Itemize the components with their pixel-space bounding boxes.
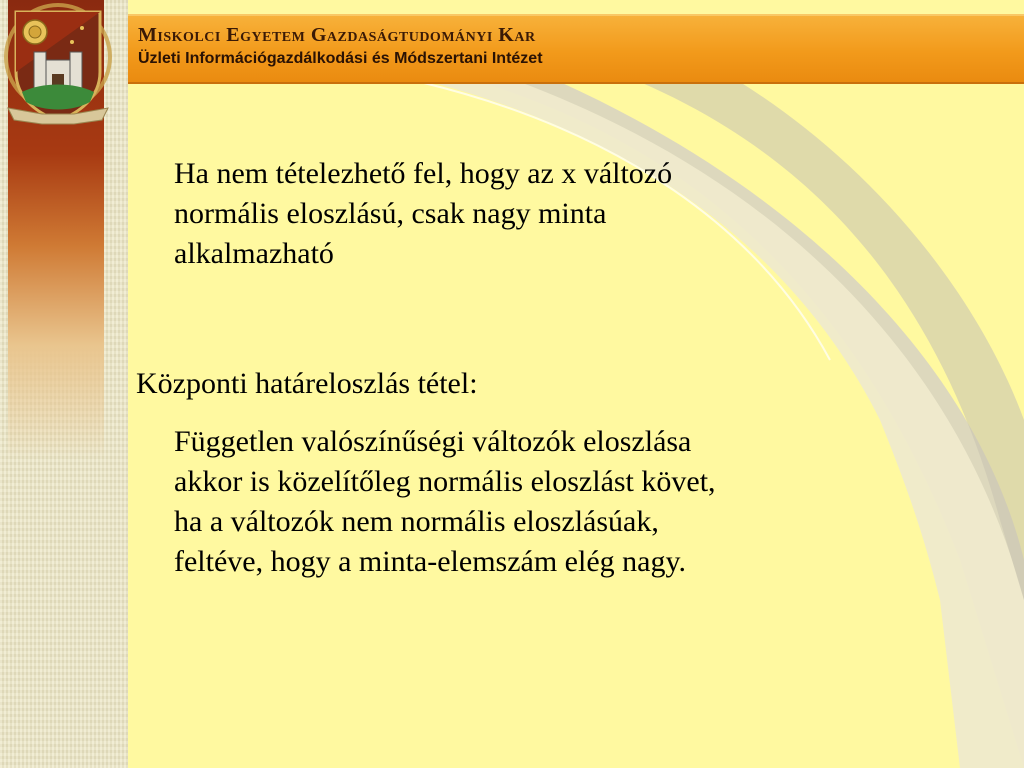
paragraph-1-line: alkalmazható [174,237,334,270]
paragraph-1 [174,154,874,274]
paragraph-2-line: ha a változók nem normális eloszlásúak, [174,505,659,538]
paragraph-2-line: Független valószínűségi változók eloszlása [174,425,692,458]
header-title: Miskolci Egyetem Gazdaságtudományi Kar [138,24,536,46]
header-subtitle: Üzleti Információgazdálkodási és Módszertani Intézet [138,50,543,67]
section-heading: Központi határeloszlás tétel: [136,367,478,400]
paragraph-1-line: Ha nem tételezhető fel, hogy az x változó [174,157,673,190]
paragraph-2-line: akkor is közelítőleg normális eloszlást követ, [174,465,716,498]
paragraph-2 [174,422,954,582]
paragraph-2-line: feltéve, hogy a minta-elemszám elég nagy. [174,545,687,578]
paragraph-1-line: normális eloszlású, csak nagy minta [174,197,607,230]
university-crest-icon [2,2,114,132]
